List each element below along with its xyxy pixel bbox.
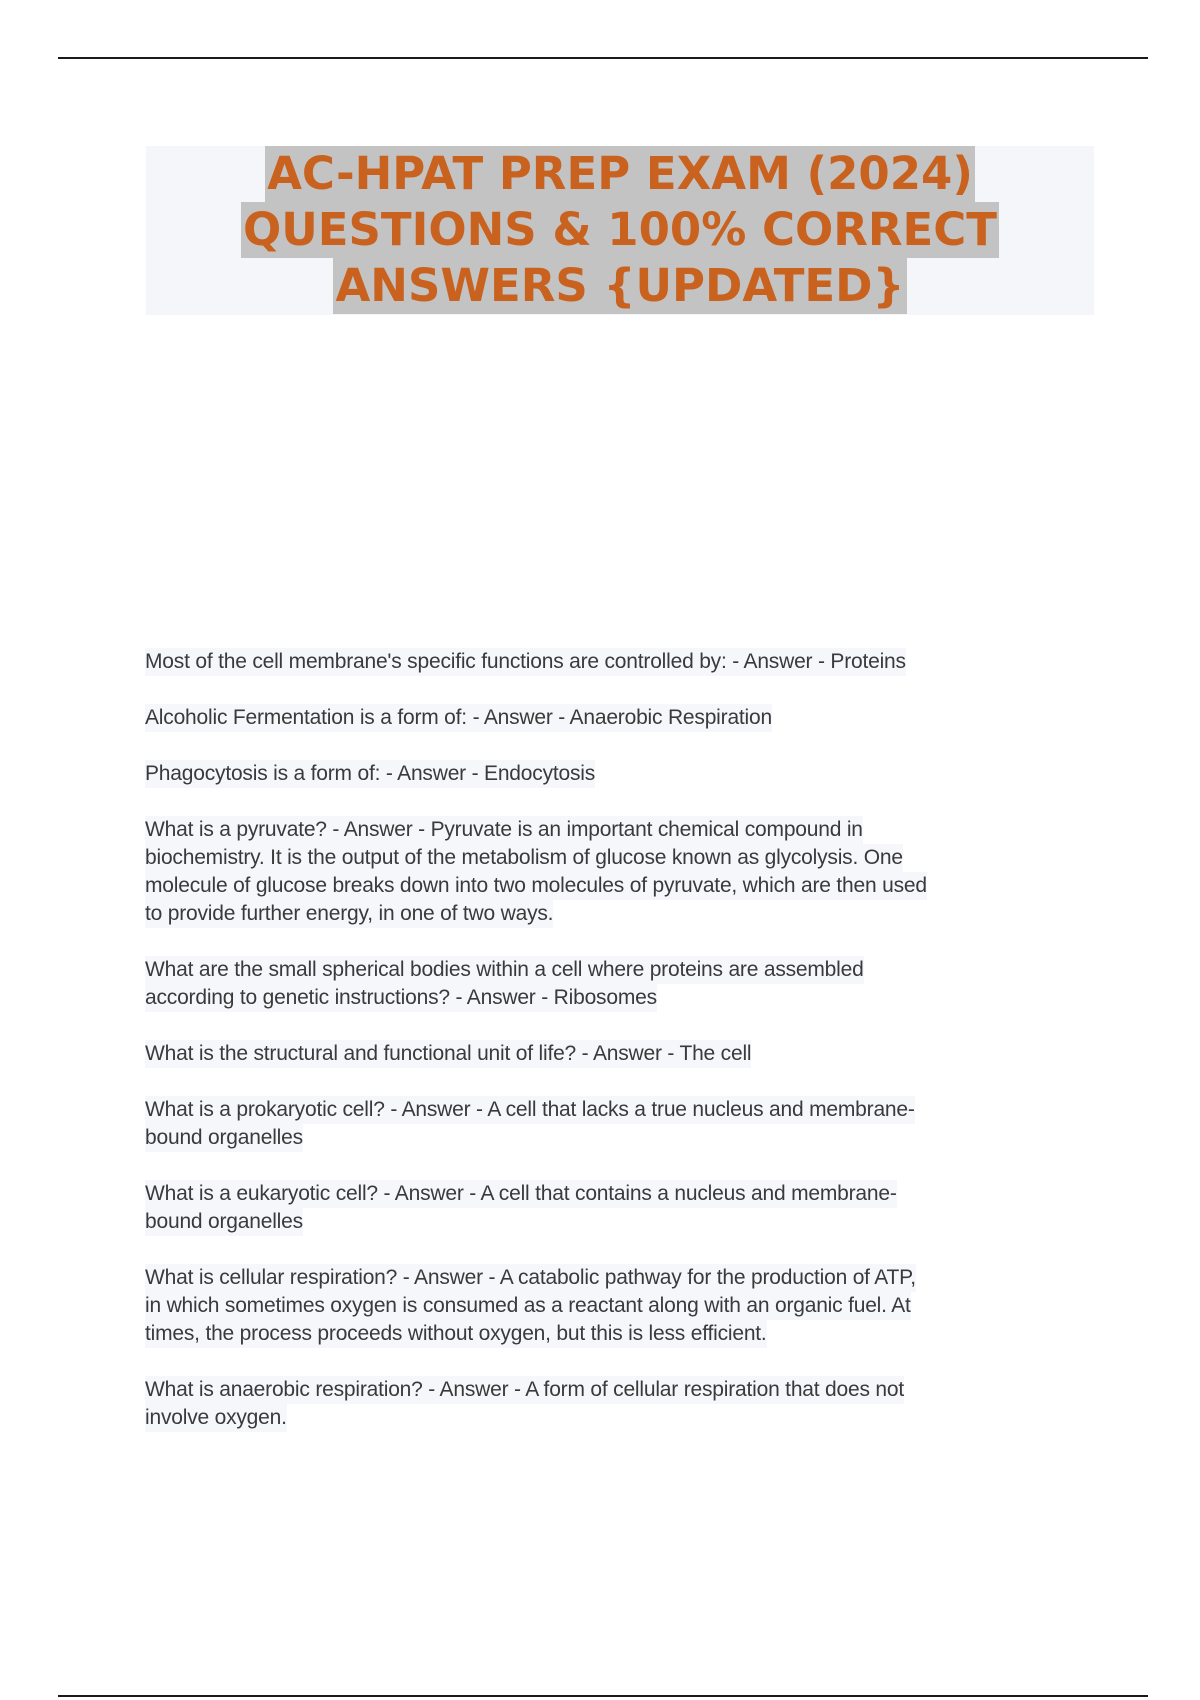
- title-line: AC-HPAT PREP EXAM (2024): [267, 147, 973, 200]
- qa-text-line: biochemistry. It is the output of the metabolism of glucose known as glycolysis. One: [145, 844, 903, 872]
- qa-text-line: What is a pyruvate? - Answer - Pyruvate is an important chemical compound in: [145, 816, 863, 844]
- qa-text-line: Most of the cell membrane's specific functions are controlled by: - Answer - Proteins: [145, 648, 906, 676]
- qa-text-line: What is a prokaryotic cell? - Answer - A cell that lacks a true nucleus and membrane-: [145, 1096, 915, 1124]
- qa-text-line: molecule of glucose breaks down into two molecules of pyruvate, which are then used: [145, 872, 927, 900]
- qa-text-line: What is cellular respiration? - Answer - A catabolic pathway for the production of ATP,: [145, 1264, 916, 1292]
- qa-item: [145, 1040, 1085, 1068]
- qa-item: [145, 648, 1085, 676]
- qa-list: [145, 648, 1085, 1460]
- qa-item: [145, 760, 1085, 788]
- qa-text-line: What is anaerobic respiration? - Answer - A form of cellular respiration that does not: [145, 1376, 904, 1404]
- qa-item: [145, 816, 1085, 928]
- qa-item: [145, 956, 1085, 1012]
- title-line: QUESTIONS & 100% CORRECT: [242, 203, 997, 256]
- qa-text-line: to provide further energy, in one of two ways.: [145, 900, 553, 928]
- qa-text-line: involve oxygen.: [145, 1404, 287, 1432]
- qa-item: [145, 704, 1085, 732]
- qa-text-line: What are the small spherical bodies within a cell where proteins are assembled: [145, 956, 864, 984]
- qa-text-line: What is a eukaryotic cell? - Answer - A cell that contains a nucleus and membrane-: [145, 1180, 897, 1208]
- qa-item: [145, 1376, 1085, 1432]
- bottom-rule: [58, 1695, 1148, 1697]
- qa-text-line: times, the process proceeds without oxygen, but this is less efficient.: [145, 1320, 767, 1348]
- qa-text-line: Alcoholic Fermentation is a form of: - Answer - Anaerobic Respiration: [145, 704, 772, 732]
- qa-text-line: What is the structural and functional unit of life? - Answer - The cell: [145, 1040, 751, 1068]
- qa-item: [145, 1264, 1085, 1348]
- qa-text-line: according to genetic instructions? - Answer - Ribosomes: [145, 984, 657, 1012]
- title-line: ANSWERS {UPDATED}: [335, 259, 905, 312]
- qa-text-line: bound organelles: [145, 1208, 303, 1236]
- document-title: [146, 146, 1094, 315]
- qa-text-line: Phagocytosis is a form of: - Answer - Endocytosis: [145, 760, 595, 788]
- top-rule: [58, 57, 1148, 59]
- qa-item: [145, 1096, 1085, 1152]
- qa-text-line: in which sometimes oxygen is consumed as a reactant along with an organic fuel. At: [145, 1292, 911, 1320]
- qa-text-line: bound organelles: [145, 1124, 303, 1152]
- qa-item: [145, 1180, 1085, 1236]
